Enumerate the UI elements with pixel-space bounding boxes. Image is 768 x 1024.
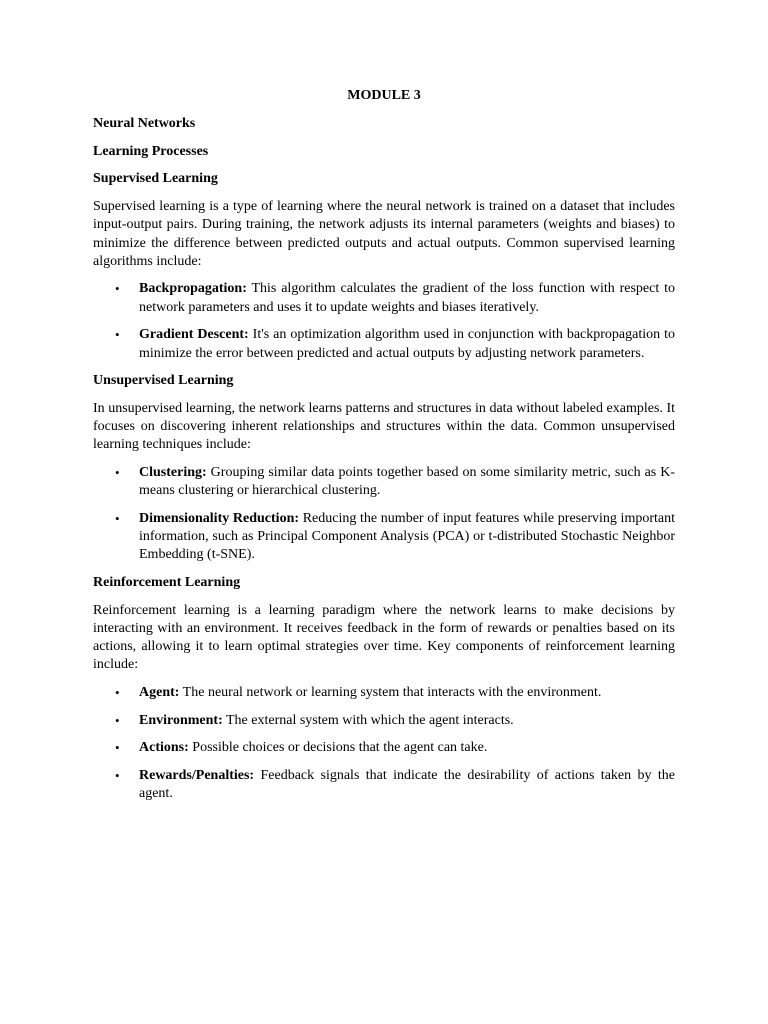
list-item [93,739,675,757]
list-item-term: Backpropagation: [139,281,247,297]
topic-heading: Neural Networks [93,116,196,131]
list-item [93,464,675,500]
list-item-text: This algorithm calculates the gradient of the loss function with respect to network parameters and uses it to update weights and biases iteratively. [139,281,675,315]
bullet-icon: • [115,712,120,728]
list-item-text: Possible choices or decisions that the agent can take. [188,740,488,756]
list-item [93,510,675,565]
module-title: MODULE 3 [347,88,421,103]
list-item [93,684,675,702]
section-intro: Supervised learning is a type of learning where the neural network is trained on a dataset that includes input-output pairs. During training, the network adjusts its internal parameters (weights and biases) to minimize the difference between predicted outputs and actual outputs. Common supervised learning algorithms include: [93,199,675,269]
section-heading: Reinforcement Learning [93,575,241,591]
bullet-icon: • [115,768,120,784]
bullet-icon: • [115,510,120,526]
bullet-list [93,464,675,565]
bullet-icon: • [115,685,120,701]
bullet-list [93,684,675,804]
section-reinforcement-learning [93,574,675,804]
subtopic-heading: Learning Processes [93,143,209,159]
section-intro: In unsupervised learning, the network learns patterns and structures in data without labeled examples. It focuses on discovering inherent relationships and structures within the data. Common unsupervised learning techniques include: [93,400,675,453]
bullet-icon: • [115,740,120,756]
list-item-text: Reducing the number of input features while preserving important information, such as Principal Component Analysis (PCA) or t-distributed Stochastic Neighbor Embedding (t-SNE). [139,510,675,563]
bullet-icon: • [115,465,120,481]
bullet-icon: • [115,327,120,343]
list-item [93,280,675,316]
bullet-icon: • [115,281,120,297]
list-item [93,767,675,803]
section-intro: Reinforcement learning is a learning paradigm where the network learns to make decisions by interacting with an environment. It receives feedback in the form of rewards or penalties based on its actions, allowing it to learn optimal strategies over time. Key components of reinforcement learning include: [93,602,675,673]
bullet-list [93,280,675,362]
list-item [93,326,675,362]
list-item-term: Actions: [139,740,189,756]
section-supervised-learning [93,170,675,362]
list-item-text: It's an optimization algorithm used in conjunction with backpropagation to minimize the error between predicted and actual outputs by adjusting network parameters. [139,327,675,361]
document-page [93,87,675,813]
list-item-term: Agent: [139,685,180,701]
list-item-text: The external system with which the agent interacts. [222,712,514,728]
list-item-text: Grouping similar data points together based on some similarity metric, such as K-means clustering or hierarchical clustering. [139,465,675,499]
list-item-term: Rewards/Penalties: [139,768,255,784]
list-item-term: Clustering: [139,465,207,481]
list-item-term: Gradient Descent: [139,327,249,343]
list-item-text: Feedback signals that indicate the desirability of actions taken by the agent. [139,768,675,802]
section-heading: Unsupervised Learning [93,373,234,389]
list-item-term: Environment: [139,712,223,728]
section-heading: Supervised Learning [93,171,218,187]
list-item-text: The neural network or learning system that interacts with the environment. [179,685,602,701]
list-item [93,712,675,730]
section-unsupervised-learning [93,372,675,564]
list-item-term: Dimensionality Reduction: [139,510,300,526]
